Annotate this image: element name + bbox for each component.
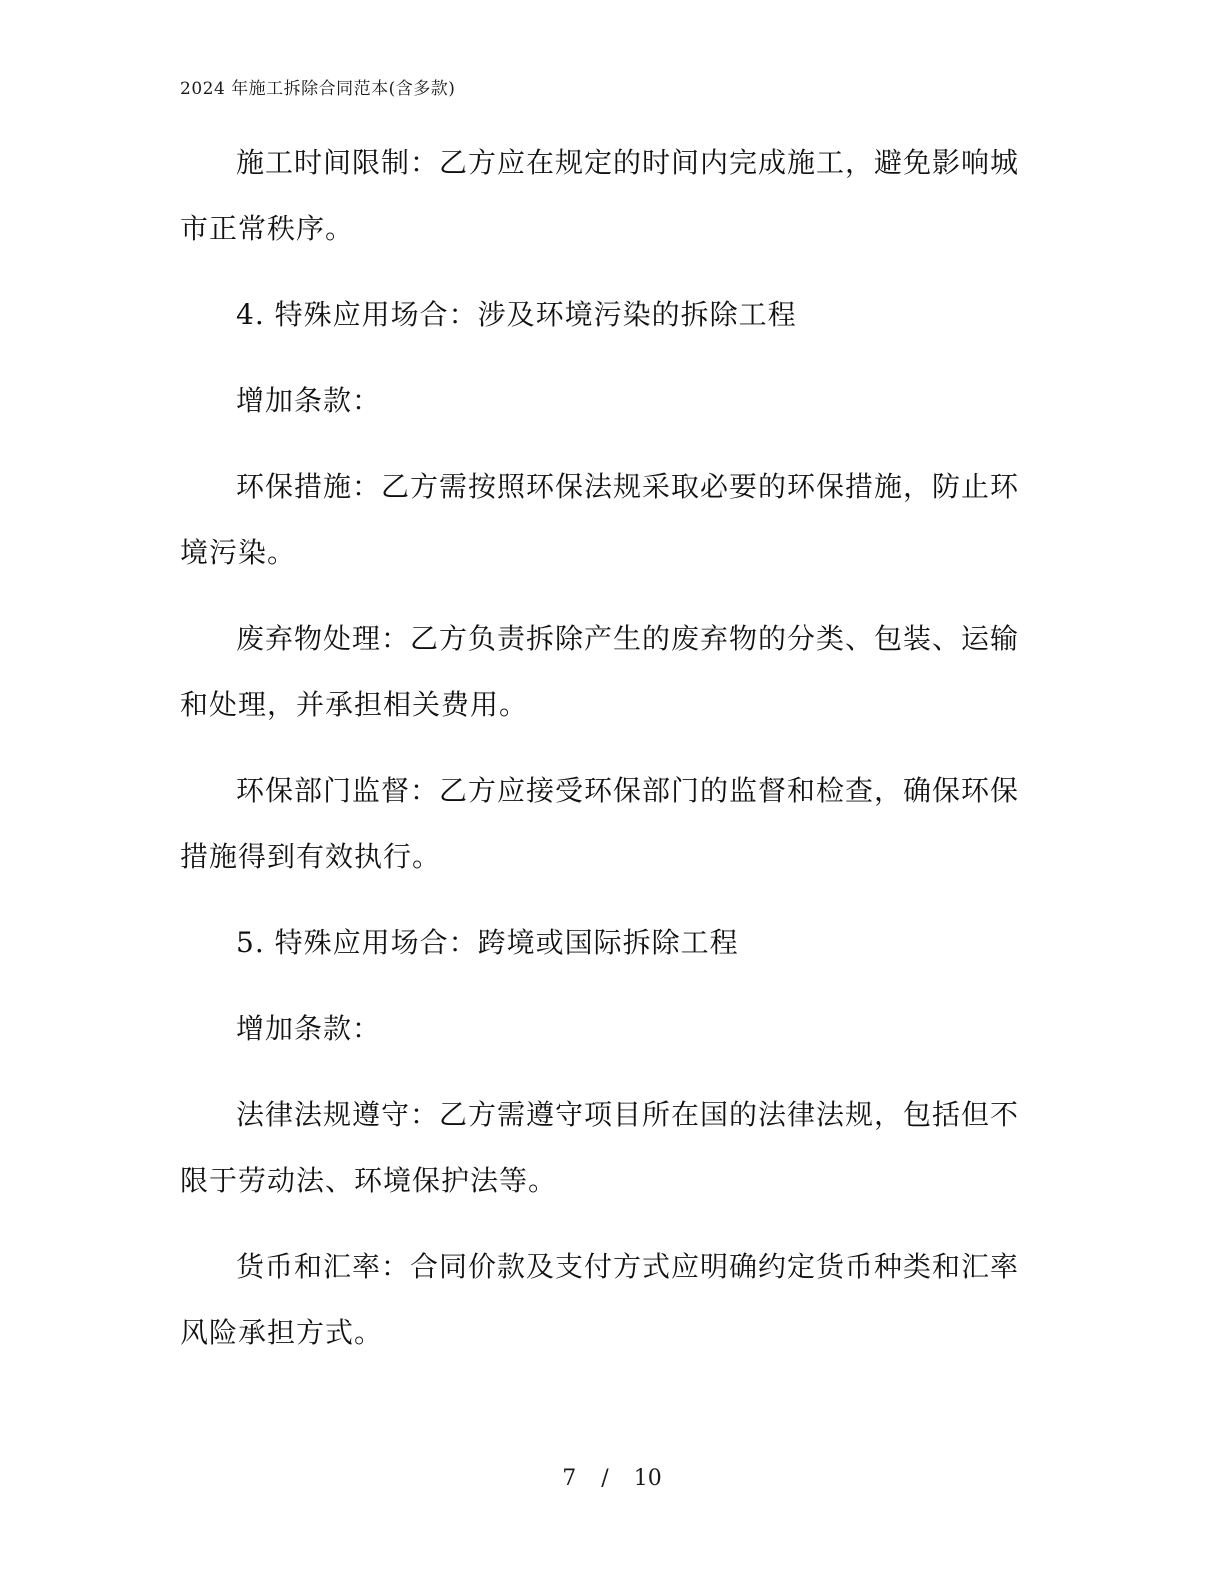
current-page-number: 7 [562,1466,577,1491]
page-number [0,1466,1224,1491]
section-heading-5: 5. 特殊应用场合：跨境或国际拆除工程 [236,926,739,959]
paragraph-environmental-measures: 环保措施：乙方需按照环保法规采取必要的环保措施，防止环境污染。 [180,470,1020,569]
section-heading-4: 4. 特殊应用场合：涉及环境污染的拆除工程 [236,298,797,331]
additional-clauses-label: 增加条款： [236,384,382,417]
paragraph-construction-time-limit: 施工时间限制：乙方应在规定的时间内完成施工，避免影响城市正常秩序。 [180,146,1020,245]
total-page-count: 10 [633,1466,662,1491]
document-body [180,130,1020,1386]
page-header: 2024 年施工拆除合同范本(含多款) [180,79,456,99]
additional-clauses-label: 增加条款： [236,1012,382,1045]
paragraph-currency-exchange: 货币和汇率：合同价款及支付方式应明确约定货币种类和汇率风险承担方式。 [180,1250,1020,1349]
paragraph-legal-compliance: 法律法规遵守：乙方需遵守项目所在国的法律法规，包括但不限于劳动法、环境保护法等。 [180,1098,1020,1197]
paragraph-waste-disposal: 废弃物处理：乙方负责拆除产生的废弃物的分类、包装、运输和处理，并承担相关费用。 [180,622,1020,721]
page-separator: / [601,1466,609,1491]
paragraph-environmental-supervision: 环保部门监督：乙方应接受环保部门的监督和检查，确保环保措施得到有效执行。 [180,774,1020,873]
